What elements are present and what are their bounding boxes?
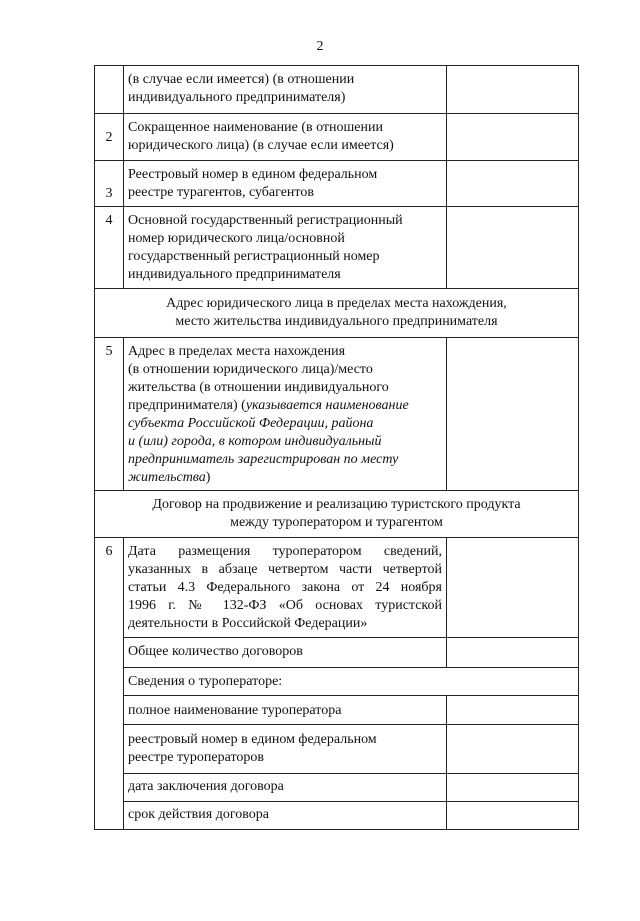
registry-number-label bbox=[128, 166, 442, 202]
label-line: Сокращенное наименование (в отношении bbox=[128, 120, 383, 135]
heading-line: между туроператором и турагентом bbox=[230, 515, 443, 530]
table-border-right bbox=[578, 65, 579, 830]
label-italic: предприниматель зарегистрирован по месту bbox=[128, 452, 399, 467]
row-number: 5 bbox=[105, 344, 113, 359]
row-border bbox=[123, 695, 579, 696]
heading-line: Договор на продвижение и реализацию туристского продукта bbox=[152, 497, 521, 512]
label-italic: субъекта Российской Федерации, района bbox=[128, 416, 374, 431]
label-line bbox=[128, 397, 442, 415]
label-line: реестре турагентов, субагентов bbox=[128, 185, 314, 200]
row-border bbox=[123, 773, 579, 774]
row-number: 2 bbox=[105, 130, 113, 145]
label-italic: указывается наименование bbox=[245, 398, 409, 413]
col-divider-num bbox=[123, 65, 124, 288]
label-line: Основной государственный регистрационный bbox=[128, 213, 403, 228]
row-number: 3 bbox=[105, 186, 113, 201]
row-border bbox=[123, 637, 579, 638]
label-line: (в отношении юридического лица)/место bbox=[128, 362, 373, 377]
label-line: юридического лица) (в случае если имеется) bbox=[128, 138, 394, 153]
contracts-count-label: Общее количество договоров bbox=[128, 644, 303, 659]
label-line: государственный регистрационный номер bbox=[128, 249, 380, 264]
label-line bbox=[128, 433, 442, 451]
row-number: 4 bbox=[105, 213, 113, 228]
label-line: жительства (в отношении индивидуального bbox=[128, 380, 389, 395]
label-line: реестровый номер в едином федеральном bbox=[128, 732, 377, 747]
label-line: (в случае если имеется) (в отношении bbox=[128, 72, 355, 87]
operator-full-name-label: полное наименование туроператора bbox=[128, 703, 342, 718]
label-italic: и (или) города, в котором индивидуальный bbox=[128, 434, 382, 449]
col-divider-value bbox=[446, 695, 447, 830]
value-cell bbox=[447, 114, 578, 160]
label-line: деятельности в Российской Федерации» bbox=[128, 616, 368, 631]
value-cell bbox=[447, 207, 578, 288]
tour-operator-info-label: Сведения о туроператоре: bbox=[128, 674, 283, 689]
label-line bbox=[128, 451, 442, 469]
contract-term-label: срок действия договора bbox=[128, 807, 269, 822]
label-line: Дата размещения туроператором сведений, bbox=[128, 544, 442, 559]
row-border bbox=[123, 667, 579, 668]
ogrn-label bbox=[128, 212, 442, 284]
row-border bbox=[94, 829, 579, 830]
row-continued-label bbox=[128, 71, 442, 107]
label-line: Реестровый номер в едином федеральном bbox=[128, 167, 378, 182]
label-line: индивидуального предпринимателя bbox=[128, 267, 341, 282]
label-line bbox=[128, 469, 442, 487]
value-cell bbox=[447, 338, 578, 490]
col-divider-num bbox=[123, 537, 124, 830]
label-line: индивидуального предпринимателя) bbox=[128, 90, 346, 105]
label-line: номер юридического лица/основной bbox=[128, 231, 345, 246]
value-cell bbox=[447, 538, 578, 637]
row-number: 6 bbox=[105, 544, 113, 559]
value-cell bbox=[447, 161, 578, 206]
label-italic: жительства bbox=[128, 470, 206, 485]
label-text: ) bbox=[205, 470, 211, 485]
label-text: предпринимателя) ( bbox=[128, 398, 246, 413]
label-line: 1996 г. № 132-ФЗ «Об основах туристской bbox=[128, 598, 442, 613]
row-border bbox=[94, 288, 579, 289]
publication-date-label bbox=[128, 543, 442, 633]
label-line: реестре туроператоров bbox=[128, 750, 265, 765]
address-label bbox=[128, 343, 442, 487]
value-cell bbox=[447, 66, 578, 113]
heading-line: Адрес юридического лица в пределах места нахождения, bbox=[166, 296, 507, 311]
row-border bbox=[123, 724, 579, 725]
label-line: Адрес в пределах места нахождения bbox=[128, 344, 346, 359]
heading-line: место жительства индивидуального предпринимателя bbox=[175, 314, 498, 329]
contract-date-label: дата заключения договора bbox=[128, 779, 284, 794]
page-number: 2 bbox=[316, 39, 324, 54]
operator-registry-number-label bbox=[128, 731, 442, 767]
label-line: указанных в абзаце четвертом части четвертой bbox=[128, 562, 442, 577]
label-line: статьи 4.3 Федерального закона от 24 ноября bbox=[128, 580, 442, 595]
label-line bbox=[128, 415, 442, 433]
section-heading-address bbox=[95, 295, 578, 331]
section-heading-contract bbox=[95, 496, 578, 532]
row-border bbox=[94, 490, 579, 491]
short-name-label bbox=[128, 119, 442, 155]
table-border-left bbox=[94, 65, 95, 830]
row-border bbox=[123, 801, 579, 802]
